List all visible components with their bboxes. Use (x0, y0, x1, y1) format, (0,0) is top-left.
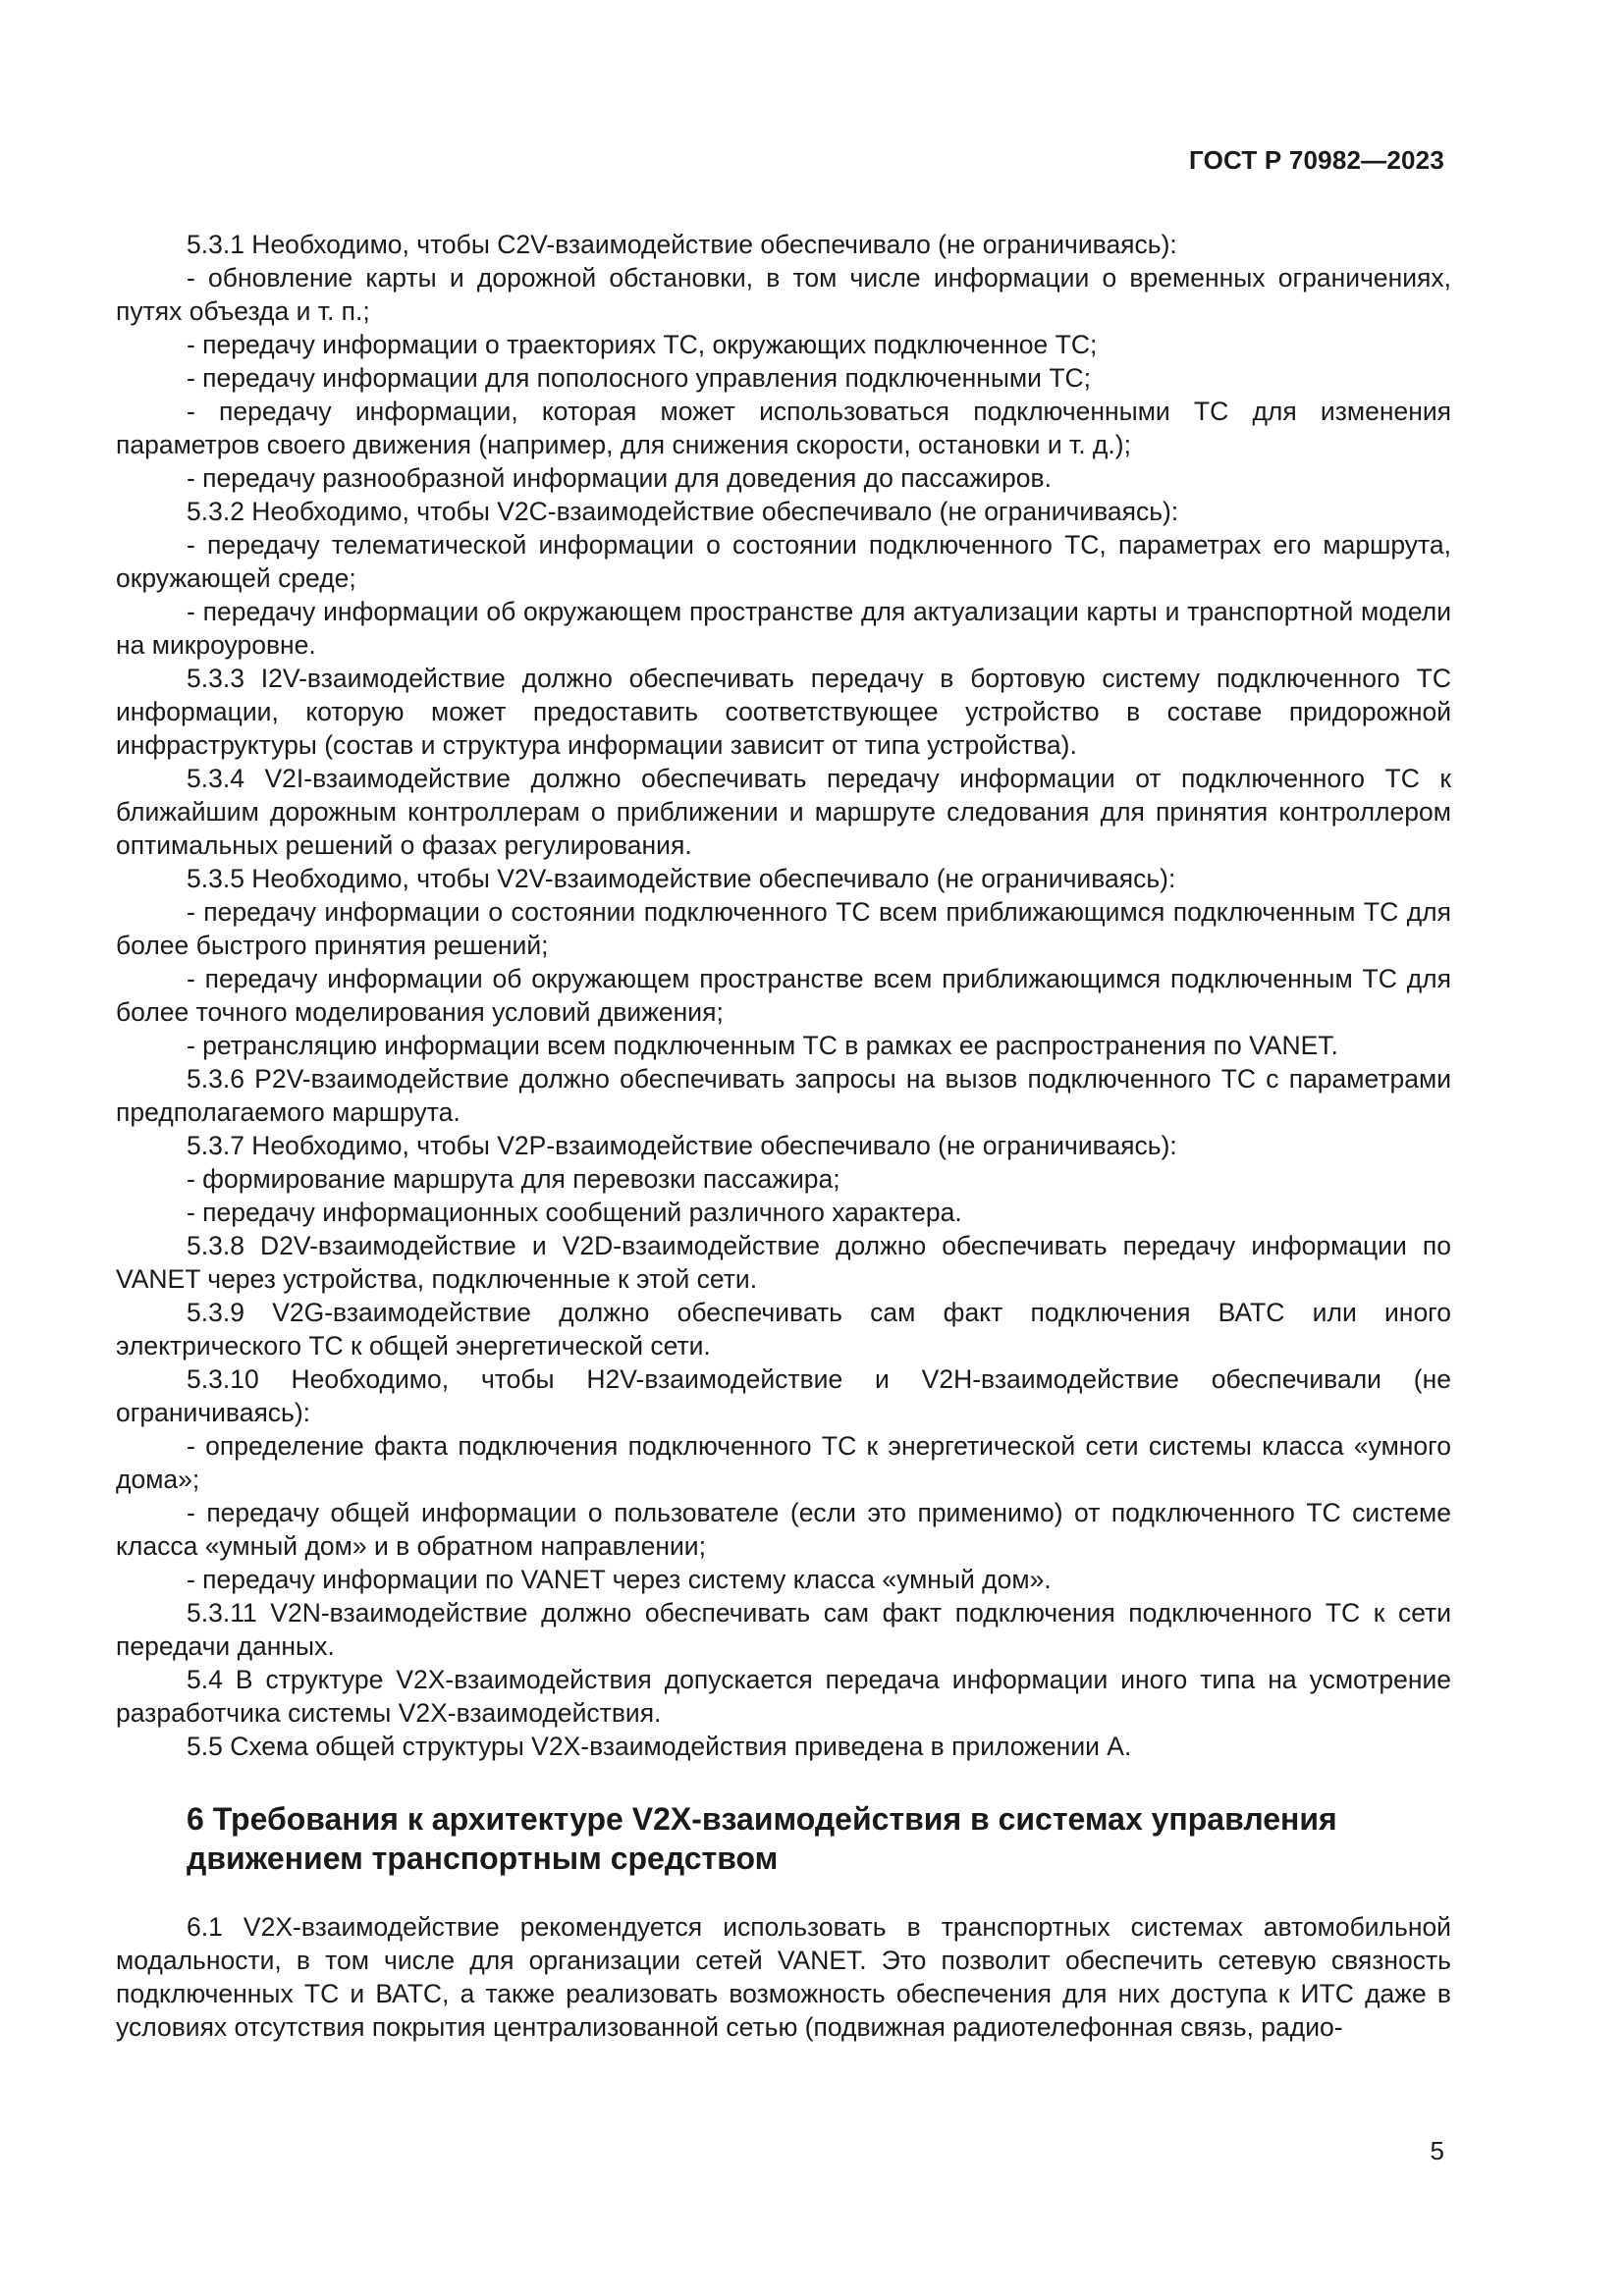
paragraph: - обновление карты и дорожной обстановки, в том числе информации о временных ограничениях, путях объезда и т. п.; (116, 263, 1451, 326)
section-6-paragraph: 6.1 V2X-взаимодействие рекомендуется использовать в транспортных системах автомобильной модальности, в том числе для организации сетей VANET. Это позволит обеспечить сетевую связность подключенных ТС и ВАТС, а также реализовать возможность обеспечения для них доступа к ИТС даже в условиях отсутствия покрытия централизованной сетью (подвижная радиотелефонная связь, радио- (116, 1912, 1451, 2042)
paragraph: - формирование маршрута для перевозки пассажира; (187, 1164, 840, 1194)
paragraph: 5.3.2 Необходимо, чтобы V2C-взаимодействие обеспечивало (не ограничиваясь): (187, 497, 1179, 526)
paragraph: - передачу информационных сообщений различного характера. (187, 1198, 962, 1227)
document-body (116, 228, 1451, 2044)
section-6-heading-line-2: движением транспортным средством (187, 1841, 779, 1876)
paragraph: 5.4 В структуре V2X-взаимодействия допускается передача информации иного типа на усмотрение разработчика системы V2X-взаимодействия. (116, 1665, 1451, 1728)
paragraph: - передачу информации об окружающем пространстве для актуализации карты и транспортной модели на микроуровне. (116, 597, 1451, 660)
paragraph: 5.3.8 D2V-взаимодействие и V2D-взаимодействие должно обеспечивать передачу информации по VANET через устройства, подключенные к этой сети. (116, 1231, 1451, 1294)
paragraph: - передачу информации о состоянии подключенного ТС всем приближающимся подключенным ТС для более быстрого принятия решений; (116, 897, 1451, 960)
paragraph: - определение факта подключения подключенного ТС к энергетической сети системы класса «умного дома»; (116, 1431, 1451, 1494)
paragraph: 5.3.9 V2G-взаимодействие должно обеспечивать сам факт подключения ВАТС или иного электрического ТС к общей энергетической сети. (116, 1298, 1451, 1361)
page-number: 5 (1430, 2136, 1444, 2165)
paragraph: - передачу общей информации о пользователе (если это применимо) от подключенного ТС системе класса «умный дом» и в обратном направлении; (116, 1498, 1451, 1561)
paragraph: 5.3.11 V2N-взаимодействие должно обеспечивать сам факт подключения подключенного ТС к сети передачи данных. (116, 1598, 1451, 1661)
paragraph: - передачу информации для пополосного управления подключенными ТС; (187, 363, 1092, 393)
paragraph: 5.3.3 I2V-взаимодействие должно обеспечивать передачу в бортовую систему подключенного ТС информации, которую может предоставить соответствующее устройство в составе придорожной инфраструктуры (состав и структура информации зависит от типа устройства). (116, 664, 1451, 760)
paragraph: 5.3.6 P2V-взаимодействие должно обеспечивать запросы на вызов подключенного ТС с параметрами предполагаемого маршрута. (116, 1064, 1451, 1127)
paragraph: - передачу информации по VANET через систему класса «умный дом». (187, 1565, 1052, 1594)
paragraph: 5.3.1 Необходимо, чтобы C2V-взаимодействие обеспечивало (не ограничиваясь): (187, 230, 1177, 259)
paragraph: - передачу информации, которая может использоваться подключенными ТС для изменения параметров своего движения (например, для снижения скорости, остановки и т. д.); (116, 397, 1451, 459)
paragraph: - передачу разнообразной информации для доведения до пассажиров. (187, 463, 1052, 493)
section-6-heading-line-1: 6 Требования к архитектуре V2X-взаимодействия в системах управления (187, 1801, 1337, 1837)
paragraph: - передачу телематической информации о состоянии подключенного ТС, параметрах его маршрута, окружающей среде; (116, 530, 1451, 593)
paragraph: 5.5 Схема общей структуры V2X-взаимодействия приведена в приложении А. (187, 1732, 1132, 1761)
paragraph: 5.3.5 Необходимо, чтобы V2V-взаимодействие обеспечивало (не ограничиваясь): (187, 864, 1176, 893)
section-6-heading (116, 1799, 1451, 1878)
paragraph: 5.3.10 Необходимо, чтобы H2V-взаимодействие и V2H-взаимодействие обеспечивали (не ограничиваясь): (116, 1364, 1451, 1427)
paragraph: - передачу информации о траекториях ТС, окружающих подключенное ТС; (187, 330, 1098, 359)
paragraph: 5.3.4 V2I-взаимодействие должно обеспечивать передачу информации от подключенного ТС к ближайшим дорожным контроллерам о приближении и маршруте следования для принятия контроллером оптимальных решений о фазах регулирования. (116, 764, 1451, 860)
paragraph: - передачу информации об окружающем пространстве всем приближающимся подключенным ТС для более точного моделирования условий движения; (116, 964, 1451, 1027)
document-id: ГОСТ Р 70982—2023 (1189, 145, 1444, 175)
paragraph: 5.3.7 Необходимо, чтобы V2P-взаимодействие обеспечивало (не ограничиваясь): (187, 1131, 1177, 1160)
paragraph: - ретрансляцию информации всем подключенным ТС в рамках ее распространения по VANET. (187, 1031, 1338, 1060)
